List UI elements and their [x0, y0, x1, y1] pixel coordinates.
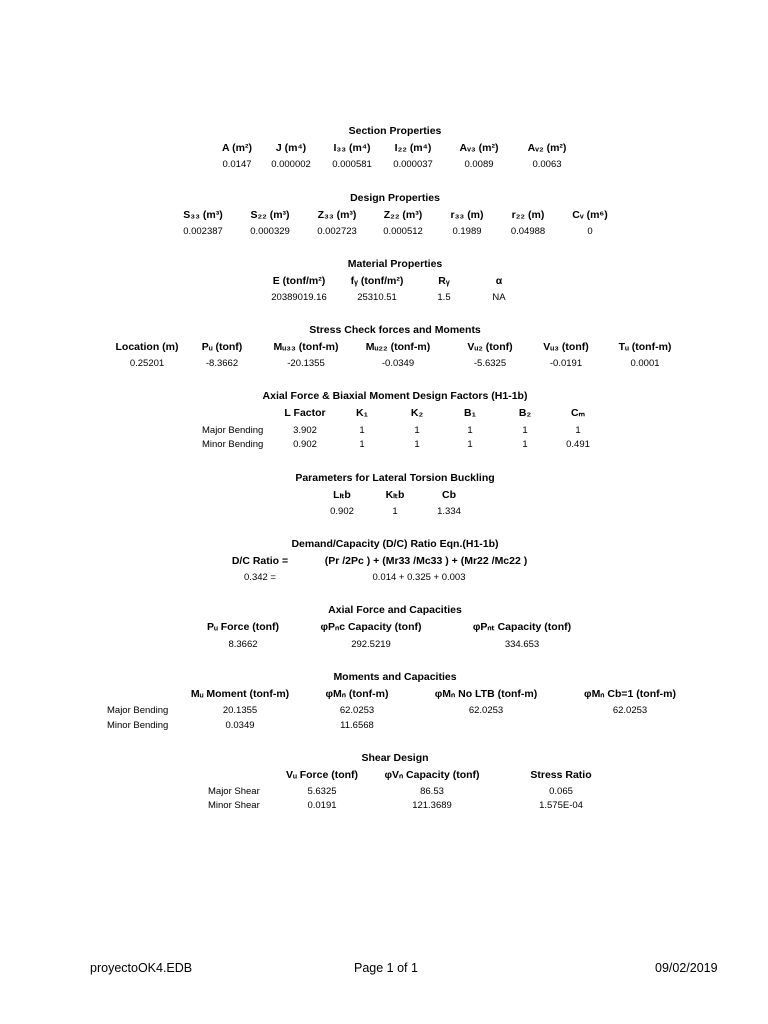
cell-value: 1.5	[437, 292, 451, 303]
col-header: φPₙₜ Capacity (tonf)	[472, 621, 572, 633]
cell-value: 1	[467, 439, 473, 450]
cell-value: 1.575E-04	[539, 800, 583, 811]
cell-value: 20389019.16	[271, 292, 327, 303]
axial-biaxial-title: Axial Force & Biaxial Moment Design Factors (H1-1b)	[262, 390, 528, 402]
cell-value: 1	[414, 425, 420, 436]
row-label: Minor Shear	[208, 800, 260, 811]
col-header: E (tonf/m²)	[272, 275, 326, 287]
col-header: I₂₂ (m⁴)	[394, 142, 432, 154]
cell-value: 62.0253	[468, 705, 504, 716]
cell-value: 0.491	[566, 439, 590, 450]
cell-value: 0.000512	[383, 226, 423, 237]
cell-value: 0.0001	[630, 358, 660, 369]
col-header: Kₗₜb	[385, 489, 405, 501]
cell-value: -20.1355	[287, 358, 325, 369]
col-header: Mᵤ Moment (tonf-m)	[190, 688, 290, 700]
col-header: φVₙ Capacity (tonf)	[384, 769, 480, 781]
cell-value: 1	[522, 439, 528, 450]
cell-value: 0.0191	[307, 800, 337, 811]
row-label: Major Bending	[202, 425, 264, 436]
row-label: Major Shear	[208, 786, 260, 797]
cell-value: 0.902	[330, 506, 354, 517]
cell-value: 62.0253	[612, 705, 648, 716]
col-header: Aᵥ₂ (m²)	[527, 142, 567, 154]
footer-file-name: proyectoOK4.EDB	[90, 961, 193, 975]
dc-ratio-value: 0.342 =	[244, 572, 276, 583]
col-header: K₂	[410, 407, 424, 419]
col-header: φMₙ (tonf-m)	[325, 688, 389, 700]
col-header: Z₃₃ (m³)	[317, 209, 357, 221]
col-header: r₃₃ (m)	[450, 209, 484, 221]
cell-value: 334.653	[504, 639, 540, 650]
cell-value: 0.002387	[183, 226, 223, 237]
cell-value: NA	[492, 292, 506, 303]
col-header: Location (m)	[115, 341, 179, 353]
dc-ratio-label: D/C Ratio =	[231, 555, 289, 567]
moments-capacities-title: Moments and Capacities	[333, 671, 457, 683]
col-header: Vᵤ₂ (tonf)	[467, 341, 513, 353]
col-header: J (m⁴)	[275, 142, 307, 154]
col-header: Tᵤ (tonf-m)	[618, 341, 672, 353]
col-header: Rᵧ	[438, 275, 450, 287]
shear-design-title: Shear Design	[361, 752, 429, 764]
cell-value: 0.0349	[225, 720, 255, 731]
col-header: A (m²)	[222, 142, 252, 154]
cell-value: -0.0349	[381, 358, 415, 369]
col-header: Cb	[442, 489, 456, 501]
cell-value: 1	[414, 439, 420, 450]
col-header: B₂	[518, 407, 532, 419]
row-label: Major Bending	[107, 705, 169, 716]
cell-value: 0.0063	[532, 159, 562, 170]
col-header: φMₙ Cb=1 (tonf-m)	[584, 688, 676, 700]
dc-ratio-formula: (Pr /2Pc ) + (Mr33 /Mc33 ) + (Mr22 /Mc22 )	[324, 555, 528, 567]
stress-check-title: Stress Check forces and Moments	[309, 324, 481, 336]
cell-value: 86.53	[420, 786, 444, 797]
section-properties-title: Section Properties	[348, 125, 442, 137]
col-header: Cᵥ (m⁶)	[572, 209, 608, 221]
cell-value: 0.25201	[129, 358, 165, 369]
cell-value: 0.0089	[464, 159, 494, 170]
cell-value: 292.5219	[351, 639, 391, 650]
cell-value: 1	[359, 425, 365, 436]
cell-value: 20.1355	[222, 705, 258, 716]
cell-value: 0.0147	[222, 159, 252, 170]
col-header: B₁	[464, 407, 476, 419]
cell-value: 25310.51	[357, 292, 397, 303]
col-header: Mᵤ₂₂ (tonf-m)	[365, 341, 431, 353]
cell-value: 11.6568	[340, 720, 374, 731]
cell-value: 0.000329	[250, 226, 290, 237]
cell-value: 0.000002	[271, 159, 311, 170]
cell-value: 1	[522, 425, 528, 436]
col-header: Cₘ	[570, 407, 586, 419]
dc-ratio-title: Demand/Capacity (D/C) Ratio Eqn.(H1-1b)	[291, 538, 499, 550]
col-header: Vᵤ Force (tonf)	[285, 769, 359, 781]
cell-value: 0.002723	[317, 226, 357, 237]
col-header: φPₙc Capacity (tonf)	[320, 621, 422, 633]
cell-value: 121.3689	[412, 800, 452, 811]
cell-value: -0.0191	[549, 358, 583, 369]
col-header: Z₂₂ (m³)	[383, 209, 423, 221]
col-header: S₂₂ (m³)	[250, 209, 290, 221]
col-header: L Factor	[284, 407, 326, 419]
col-header: φMₙ No LTB (tonf-m)	[434, 688, 538, 700]
col-header: S₃₃ (m³)	[183, 209, 223, 221]
cell-value: 0.04988	[510, 226, 546, 237]
cell-value: 5.6325	[307, 786, 337, 797]
col-header: Pᵤ Force (tonf)	[206, 621, 280, 633]
row-label: Minor Bending	[107, 720, 169, 731]
cell-value: 0	[587, 226, 593, 237]
cell-value: -5.6325	[473, 358, 507, 369]
cell-value: 62.0253	[339, 705, 375, 716]
col-header: K₁	[356, 407, 368, 419]
footer-page-number: Page 1 of 1	[354, 961, 418, 975]
footer-date: 09/02/2019	[655, 961, 718, 975]
axial-capacities-title: Axial Force and Capacities	[328, 604, 462, 616]
cell-value: 8.3662	[228, 639, 258, 650]
ltb-title: Parameters for Lateral Torsion Buckling	[295, 472, 495, 484]
dc-ratio-terms: 0.014 + 0.325 + 0.003	[372, 572, 466, 583]
design-properties-title: Design Properties	[350, 192, 440, 204]
col-header: I₃₃ (m⁴)	[333, 142, 371, 154]
cell-value: 0.065	[549, 786, 573, 797]
col-header: Vᵤ₃ (tonf)	[543, 341, 589, 353]
cell-value: 0.000581	[332, 159, 372, 170]
col-header: Pᵤ (tonf)	[201, 341, 243, 353]
cell-value: 0.902	[293, 439, 317, 450]
col-header: r₂₂ (m)	[511, 209, 545, 221]
col-header: fᵧ (tonf/m²)	[350, 275, 404, 287]
cell-value: 1	[575, 425, 581, 436]
cell-value: 1	[467, 425, 473, 436]
cell-value: 1	[359, 439, 365, 450]
cell-value: 0.000037	[393, 159, 433, 170]
col-header: α	[495, 275, 503, 287]
col-header: Mᵤ₃₃ (tonf-m)	[273, 341, 339, 353]
col-header: Aᵥ₃ (m²)	[459, 142, 499, 154]
col-header: Lₗₜb	[333, 489, 351, 501]
material-properties-title: Material Properties	[347, 258, 443, 270]
row-label: Minor Bending	[202, 439, 264, 450]
cell-value: 0.1989	[452, 226, 482, 237]
cell-value: 3.902	[293, 425, 317, 436]
cell-value: 1	[392, 506, 398, 517]
cell-value: 1.334	[437, 506, 461, 517]
cell-value: -8.3662	[205, 358, 239, 369]
col-header: Stress Ratio	[530, 769, 592, 781]
